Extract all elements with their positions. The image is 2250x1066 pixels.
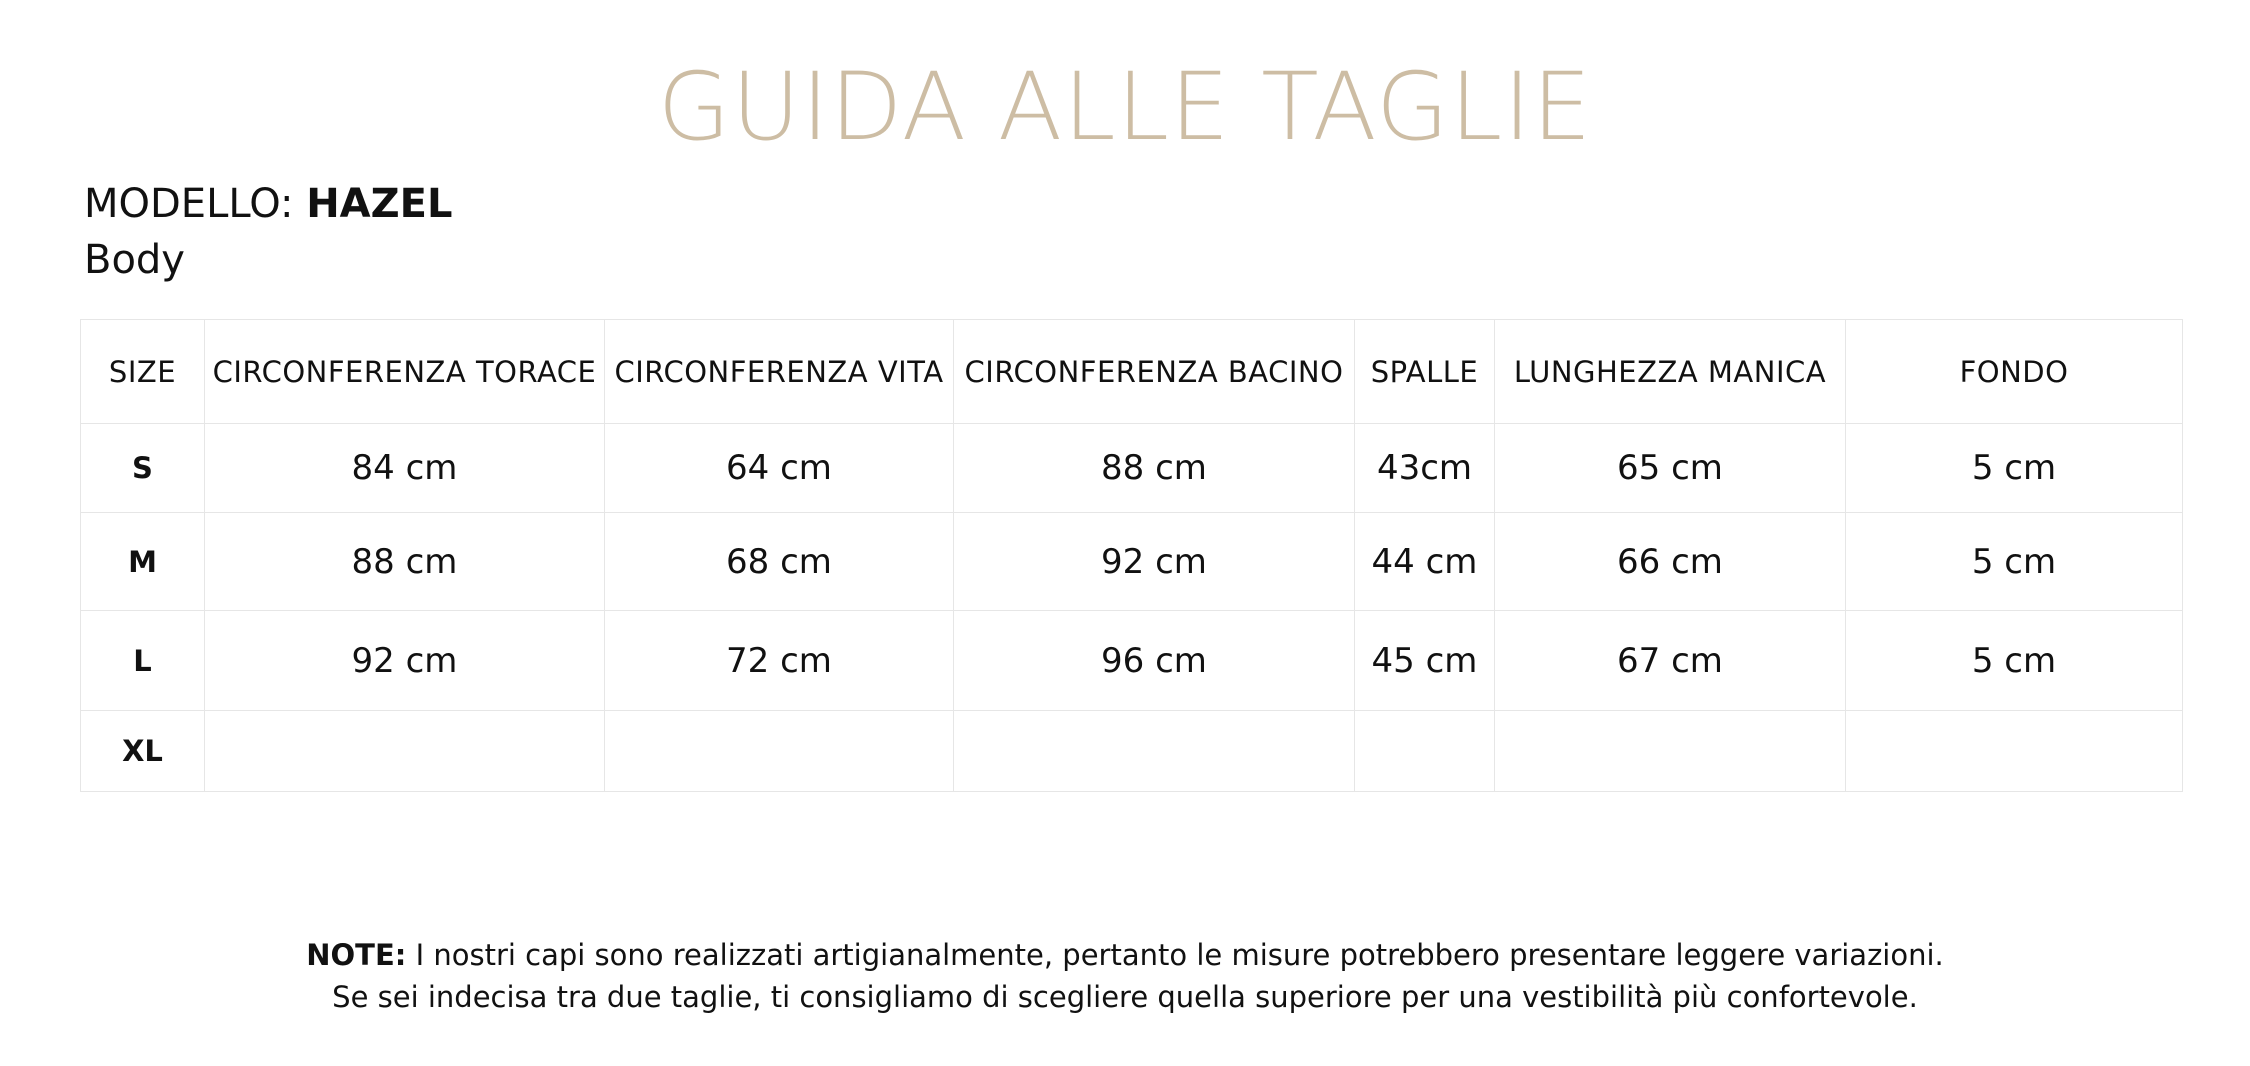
torace-cell: 88 cm bbox=[205, 513, 605, 611]
size-cell: S bbox=[81, 424, 205, 513]
bacino-cell bbox=[954, 711, 1355, 792]
spalle-cell: 45 cm bbox=[1355, 611, 1495, 711]
torace-cell: 84 cm bbox=[205, 424, 605, 513]
table-header-row bbox=[81, 320, 2183, 424]
manica-cell: 66 cm bbox=[1495, 513, 1846, 611]
vita-cell: 68 cm bbox=[605, 513, 954, 611]
table-row bbox=[81, 513, 2183, 611]
size-cell: L bbox=[81, 611, 205, 711]
table-row bbox=[81, 424, 2183, 513]
model-label: MODELLO: bbox=[84, 181, 294, 227]
model-line bbox=[84, 178, 452, 230]
vita-cell: 64 cm bbox=[605, 424, 954, 513]
spalle-cell: 43cm bbox=[1355, 424, 1495, 513]
note-label: NOTE: bbox=[306, 938, 407, 972]
note-line-2: Se sei indecisa tra due taglie, ti consigliamo di scegliere quella superiore per una vestibilità più confortevole. bbox=[332, 980, 1918, 1014]
bacino-cell: 92 cm bbox=[954, 513, 1355, 611]
fondo-cell bbox=[1846, 711, 2183, 792]
manica-cell bbox=[1495, 711, 1846, 792]
vita-cell: 72 cm bbox=[605, 611, 954, 711]
model-name: HAZEL bbox=[306, 181, 453, 227]
page-title: GUIDA ALLE TAGLIE bbox=[657, 53, 1593, 162]
fondo-cell: 5 cm bbox=[1846, 424, 2183, 513]
header-manica: LUNGHEZZA MANICA bbox=[1495, 320, 1846, 424]
header-spalle: SPALLE bbox=[1355, 320, 1495, 424]
torace-cell bbox=[205, 711, 605, 792]
manica-cell: 67 cm bbox=[1495, 611, 1846, 711]
header-bacino: CIRCONFERENZA BACINO bbox=[954, 320, 1355, 424]
size-table bbox=[80, 319, 2183, 792]
product-type: Body bbox=[84, 237, 185, 283]
size-cell: M bbox=[81, 513, 205, 611]
header-torace: CIRCONFERENZA TORACE bbox=[205, 320, 605, 424]
table-row bbox=[81, 611, 2183, 711]
fondo-cell: 5 cm bbox=[1846, 611, 2183, 711]
table-row bbox=[81, 711, 2183, 792]
note-text-1: I nostri capi sono realizzati artigianalmente, pertanto le misure potrebbero presentare leggere variazioni. bbox=[415, 938, 1944, 972]
note bbox=[0, 934, 2250, 1018]
bacino-cell: 88 cm bbox=[954, 424, 1355, 513]
note-line-1 bbox=[0, 934, 2250, 976]
header-fondo: FONDO bbox=[1846, 320, 2183, 424]
manica-cell: 65 cm bbox=[1495, 424, 1846, 513]
header-vita: CIRCONFERENZA VITA bbox=[605, 320, 954, 424]
vita-cell bbox=[605, 711, 954, 792]
header-size: SIZE bbox=[81, 320, 205, 424]
spalle-cell: 44 cm bbox=[1355, 513, 1495, 611]
fondo-cell: 5 cm bbox=[1846, 513, 2183, 611]
size-cell: XL bbox=[81, 711, 205, 792]
bacino-cell: 96 cm bbox=[954, 611, 1355, 711]
spalle-cell bbox=[1355, 711, 1495, 792]
torace-cell: 92 cm bbox=[205, 611, 605, 711]
